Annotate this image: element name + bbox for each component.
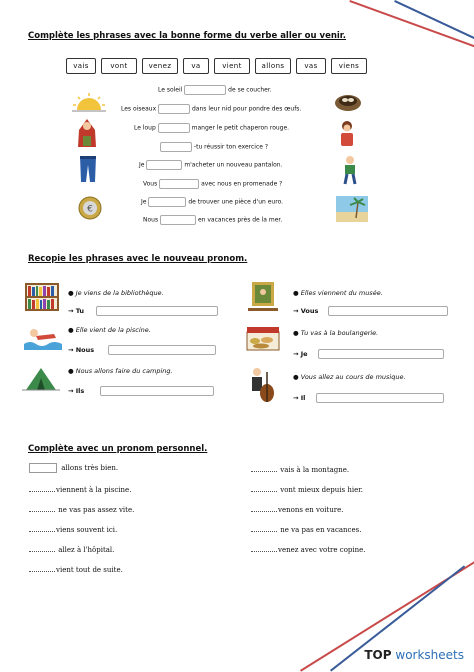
pronoun-line: allez à l'hôpital. bbox=[29, 543, 114, 554]
euro-coin-icon bbox=[78, 196, 102, 220]
rewrite-field[interactable] bbox=[328, 306, 448, 316]
answer-blank[interactable] bbox=[146, 160, 182, 170]
girl-icon bbox=[336, 120, 358, 148]
answer-blank[interactable] bbox=[184, 85, 226, 95]
pronoun-label: → Nous bbox=[68, 346, 95, 354]
word-chip: vont bbox=[101, 58, 137, 74]
section1-title: Complète les phrases avec la bonne forme du verbe aller ou venir. bbox=[28, 31, 347, 41]
word-chip: viens bbox=[331, 58, 367, 74]
beach-icon bbox=[336, 196, 368, 222]
answer-blank[interactable] bbox=[160, 142, 192, 152]
source-sentence: ● Elles viennent du musée. bbox=[293, 289, 383, 297]
pronoun-line: viens souvent ici. bbox=[29, 523, 117, 534]
brand-logo: TOP worksheets bbox=[364, 648, 464, 662]
sentence-6: Vous avec nous en promenade ? bbox=[143, 180, 283, 188]
sentence-1: Le soleil de se coucher. bbox=[158, 86, 272, 94]
pronoun-line: viennent à la piscine. bbox=[29, 483, 131, 494]
answer-blank[interactable] bbox=[29, 543, 55, 552]
word-chip: venez bbox=[142, 58, 178, 74]
sentence-5: Je m'acheter un nouveau pantalon. bbox=[139, 161, 283, 169]
word-chip: va bbox=[183, 58, 209, 74]
rewrite-field[interactable] bbox=[108, 345, 216, 355]
answer-blank[interactable] bbox=[29, 523, 55, 532]
answer-blank[interactable] bbox=[158, 104, 190, 114]
sentence-3: Le loup manger le petit chaperon rouge. bbox=[134, 124, 290, 132]
svg-text:€: € bbox=[87, 204, 93, 215]
answer-blank[interactable] bbox=[29, 483, 55, 492]
swimmer-icon bbox=[24, 326, 62, 350]
word-chip: vient bbox=[214, 58, 250, 74]
answer-blank[interactable] bbox=[251, 543, 277, 552]
pronoun-line: vont mieux depuis hier. bbox=[251, 483, 363, 494]
section2-title: Recopie les phrases avec le nouveau pronom. bbox=[28, 254, 248, 264]
answer-blank[interactable] bbox=[160, 215, 196, 225]
red-riding-hood-icon bbox=[76, 118, 98, 148]
bird-nest-icon bbox=[334, 90, 362, 112]
answer-blank[interactable] bbox=[29, 563, 55, 572]
bakery-icon bbox=[246, 326, 280, 352]
hiker-icon bbox=[340, 155, 360, 185]
pronoun-line: ne vas pas assez vite. bbox=[29, 503, 134, 514]
word-chip: vais bbox=[66, 58, 96, 74]
bookshelf-icon bbox=[24, 282, 60, 312]
pronoun-line: allons très bien. bbox=[29, 463, 118, 473]
rewrite-field[interactable] bbox=[100, 386, 214, 396]
word-bank bbox=[66, 58, 366, 74]
sentence-2: Les oiseaux dans leur nid pour pondre des œufs. bbox=[121, 105, 302, 113]
source-sentence: ● Vous allez au cours de musique. bbox=[293, 373, 406, 381]
answer-blank[interactable] bbox=[158, 123, 190, 133]
answer-blank[interactable] bbox=[159, 179, 199, 189]
rewrite-field[interactable] bbox=[96, 306, 218, 316]
pronoun-label: → Ils bbox=[68, 387, 85, 395]
museum-painting-icon bbox=[246, 280, 280, 312]
word-chip: allons bbox=[255, 58, 291, 74]
pronoun-line: venons en voiture. bbox=[251, 503, 343, 514]
pronoun-label: → Je bbox=[293, 350, 308, 358]
pronoun-line: venez avec votre copine. bbox=[251, 543, 366, 554]
answer-blank[interactable] bbox=[251, 503, 277, 512]
pronoun-line: vient tout de suite. bbox=[29, 563, 123, 574]
answer-blank[interactable] bbox=[148, 197, 186, 207]
answer-blank[interactable] bbox=[29, 463, 57, 473]
pronoun-line: vais à la montagne. bbox=[251, 463, 349, 474]
source-sentence: ● Nous allons faire du camping. bbox=[68, 367, 173, 375]
sunset-icon bbox=[72, 92, 106, 112]
section3-title: Complète avec un pronom personnel. bbox=[28, 444, 208, 454]
pronoun-label: → Tu bbox=[68, 307, 85, 315]
rewrite-field[interactable] bbox=[318, 349, 444, 359]
sentence-8: Nous en vacances près de la mer. bbox=[143, 216, 283, 224]
answer-blank[interactable] bbox=[251, 523, 277, 532]
word-chip: vas bbox=[296, 58, 326, 74]
source-sentence: ● Je viens de la bibliothèque. bbox=[68, 289, 164, 297]
source-sentence: ● Tu vas à la boulangerie. bbox=[293, 329, 379, 337]
rewrite-field[interactable] bbox=[316, 393, 444, 403]
trousers-icon bbox=[79, 155, 97, 183]
pronoun-label: → Il bbox=[293, 394, 306, 402]
sentence-7: Je de trouver une pièce d'un euro. bbox=[141, 198, 284, 206]
source-sentence: ● Elle vient de la piscine. bbox=[68, 326, 151, 334]
camping-tent-icon bbox=[22, 364, 60, 392]
answer-blank[interactable] bbox=[29, 503, 55, 512]
answer-blank[interactable] bbox=[251, 463, 277, 472]
pronoun-line: ne va pas en vacances. bbox=[251, 523, 361, 534]
answer-blank[interactable] bbox=[251, 483, 277, 492]
sentence-4: -tu réussir ton exercice ? bbox=[160, 142, 268, 152]
pronoun-label: → Vous bbox=[293, 307, 319, 315]
cellist-icon bbox=[248, 366, 276, 404]
